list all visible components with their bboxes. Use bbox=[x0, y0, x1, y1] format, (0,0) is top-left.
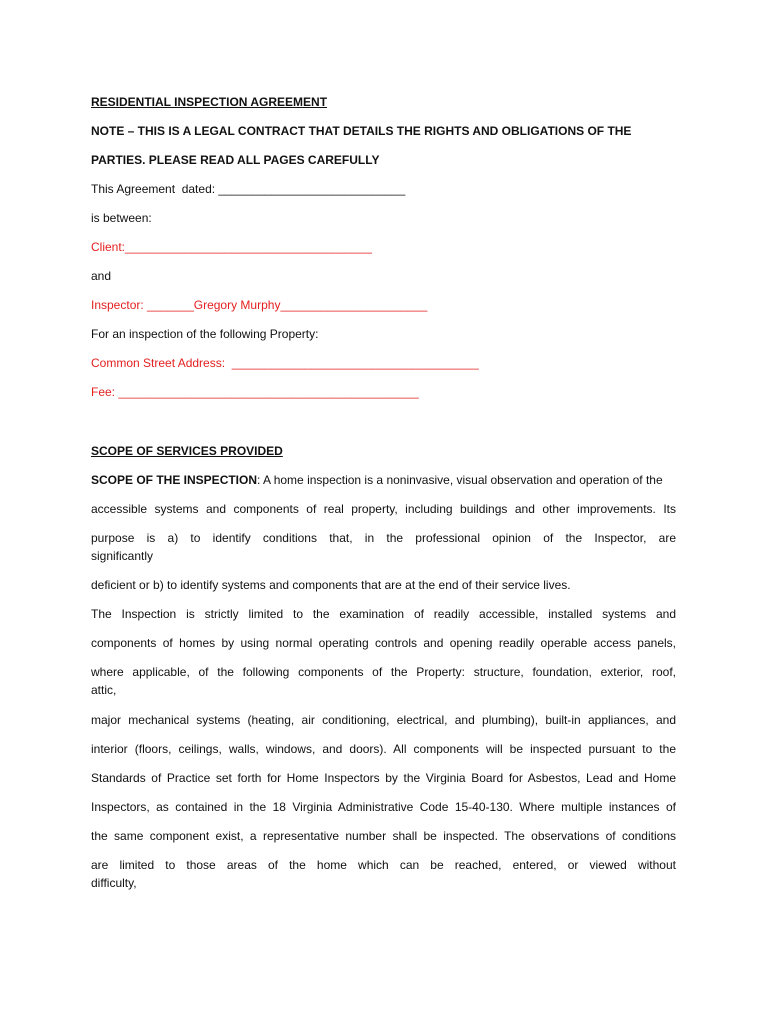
scope-paragraph-line: are limited to those areas of the home which can be reached, entered, or viewed without bbox=[91, 858, 676, 872]
scope-paragraph-line: significantly bbox=[91, 549, 154, 563]
scope-paragraph-line: components of homes by using normal operating controls and opening readily operable access panels, bbox=[91, 636, 676, 650]
scope-paragraph-line: attic, bbox=[91, 683, 117, 697]
scope-label: SCOPE OF THE INSPECTION bbox=[91, 473, 258, 487]
scope-line-text: : A home inspection is a noninvasive, visual observation and operation of the bbox=[257, 473, 663, 487]
scope-paragraph-line: The Inspection is strictly limited to the examination of readily accessible, installed systems and bbox=[91, 607, 676, 621]
scope-paragraph-line bbox=[91, 473, 663, 488]
inspector-field: Inspector: _______Gregory Murphy______________________ bbox=[91, 298, 428, 312]
scope-paragraph-line: difficulty, bbox=[91, 876, 137, 890]
scope-paragraph-line: interior (floors, ceilings, walls, windows, and doors). All components will be inspected pursuant to the bbox=[91, 742, 676, 756]
agreement-date-field: This Agreement dated: ____________________________ bbox=[91, 182, 406, 196]
scope-paragraph-line: Inspectors, as contained in the 18 Virginia Administrative Code 15-40-130. Where multiple instances of bbox=[91, 800, 676, 814]
is-between-text: is between: bbox=[91, 211, 152, 225]
street-address-field: Common Street Address: _____________________________________ bbox=[91, 356, 479, 370]
legal-note-line-1: NOTE – THIS IS A LEGAL CONTRACT THAT DETAILS THE RIGHTS AND OBLIGATIONS OF THE bbox=[91, 124, 632, 138]
scope-paragraph-line: Standards of Practice set forth for Home Inspectors by the Virginia Board for Asbestos, Lead and Home bbox=[91, 771, 676, 785]
fee-field: Fee: _____________________________________________ bbox=[91, 385, 419, 399]
scope-paragraph-line: purpose is a) to identify conditions that, in the professional opinion of the Inspector, are bbox=[91, 531, 676, 545]
property-intro-text: For an inspection of the following Property: bbox=[91, 327, 319, 341]
legal-note-line-2: PARTIES. PLEASE READ ALL PAGES CAREFULLY bbox=[91, 153, 380, 167]
and-text: and bbox=[91, 269, 112, 283]
scope-heading: SCOPE OF SERVICES PROVIDED bbox=[91, 444, 283, 458]
client-field: Client:_____________________________________ bbox=[91, 240, 372, 254]
scope-paragraph-line: major mechanical systems (heating, air conditioning, electrical, and plumbing), built-in appliances, and bbox=[91, 713, 676, 727]
scope-paragraph-line: deficient or b) to identify systems and components that are at the end of their service lives. bbox=[91, 578, 571, 592]
agreement-title: RESIDENTIAL INSPECTION AGREEMENT bbox=[91, 95, 328, 109]
scope-paragraph-line: the same component exist, a representative number shall be inspected. The observations of conditions bbox=[91, 829, 676, 843]
scope-paragraph-line: where applicable, of the following components of the Property: structure, foundation, exterior, roof, bbox=[91, 665, 676, 679]
scope-paragraph-line: accessible systems and components of real property, including buildings and other improvements. Its bbox=[91, 502, 676, 516]
